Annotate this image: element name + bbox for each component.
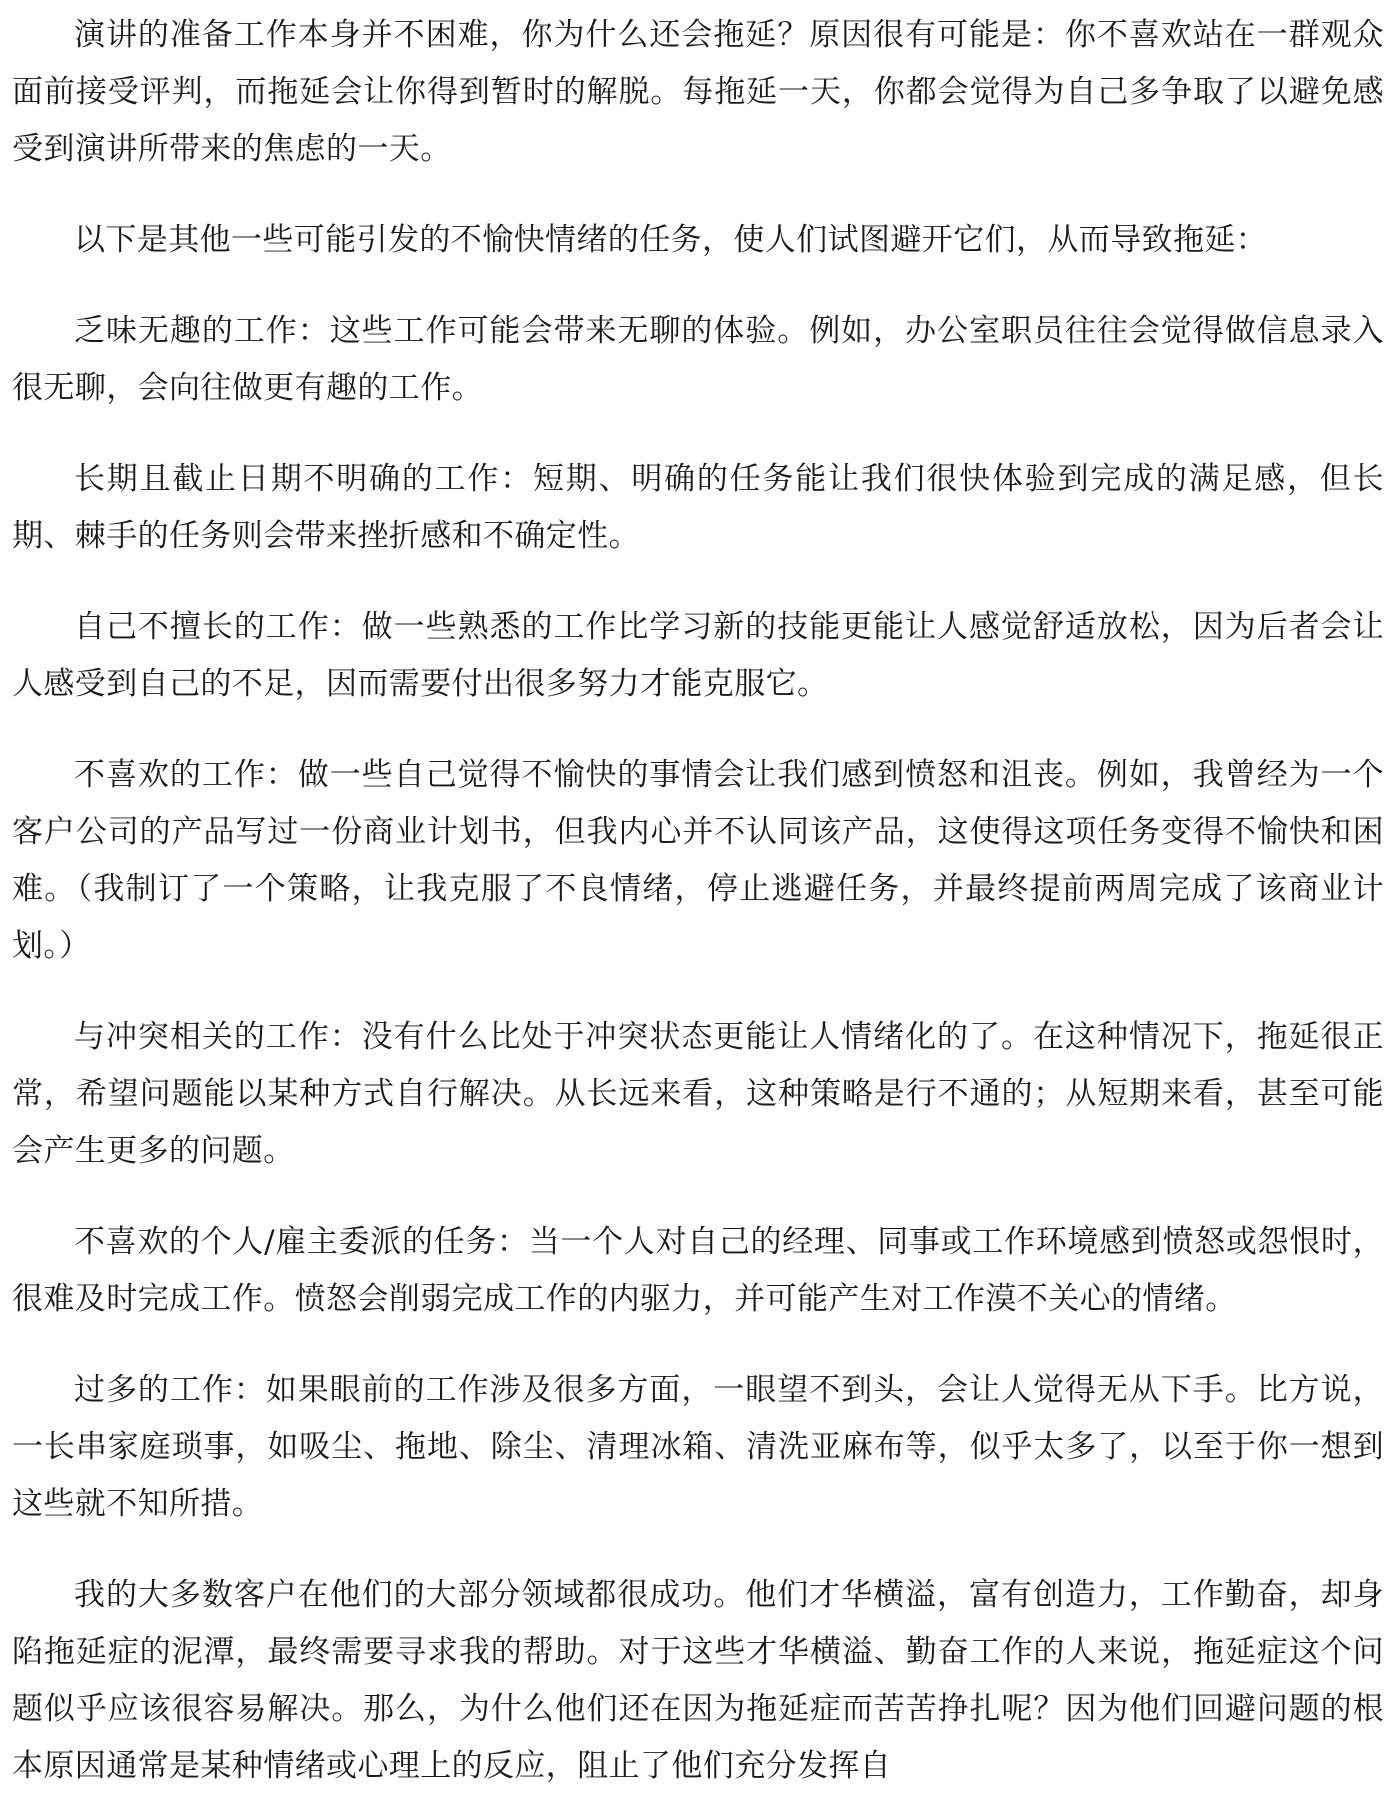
paragraph-unskilled-work: 自己不擅长的工作：做一些熟悉的工作比学习新的技能更能让人感觉舒适放松，因为后者会让人感受到自己的不足，因而需要付出很多努力才能克服它。 <box>12 609 1384 702</box>
paragraph-long-term-work: 长期且截止日期不明确的工作：短期、明确的任务能让我们很快体验到完成的满足感，但长期、棘手的任务则会带来挫折感和不确定性。 <box>12 461 1384 554</box>
paragraph-disliked-assigner: 不喜欢的个人/雇主委派的任务：当一个人对自己的经理、同事或工作环境感到愤怒或怨恨时，很难及时完成工作。愤怒会削弱完成工作的内驱力，并可能产生对工作漠不关心的情绪。 <box>12 1224 1384 1317</box>
document-page <box>12 0 1384 1800</box>
paragraph-gap <box>12 975 1384 1009</box>
paragraph-gap <box>12 417 1384 451</box>
paragraph-speech-procrastination: 演讲的准备工作本身并不困难，你为什么还会拖延？原因很有可能是：你不喜欢站在一群观众面前接受评判，而拖延会让你得到暂时的解脱。每拖延一天，你都会觉得为自己多争取了以避免感受到演讲所带来的焦虑的一天。 <box>12 17 1384 167</box>
paragraph-conflict-work: 与冲突相关的工作：没有什么比处于冲突状态更能让人情绪化的了。在这种情况下，拖延很正常，希望问题能以某种方式自行解决。从长远来看，这种策略是行不通的；从短期来看，甚至可能会产生更多的问题。 <box>12 1019 1384 1169</box>
paragraph-gap <box>12 269 1384 303</box>
paragraph-gap <box>12 565 1384 599</box>
paragraph-gap <box>12 178 1384 212</box>
paragraph-gap <box>12 1180 1384 1214</box>
paragraph-clients: 我的大多数客户在他们的大部分领域都很成功。他们才华横溢，富有创造力，工作勤奋，却身陷拖延症的泥潭，最终需要寻求我的帮助。对于这些才华横溢、勤奋工作的人来说，拖延症这个问题似乎应该很容易解决。那么，为什么他们还在因为拖延症而苦苦挣扎呢？因为他们回避问题的根本原因通常是某种情绪或心理上的反应，阻止了他们充分发挥自 <box>12 1577 1384 1784</box>
paragraph-gap <box>12 713 1384 747</box>
paragraph-gap <box>12 1533 1384 1567</box>
paragraph-disliked-work: 不喜欢的工作：做一些自己觉得不愉快的事情会让我们感到愤怒和沮丧。例如，我曾经为一个客户公司的产品写过一份商业计划书，但我内心并不认同该产品，这使得这项任务变得不愉快和困难。（我制订了一个策略，让我克服了不良情绪，停止逃避任务，并最终提前两周完成了该商业计划。） <box>12 757 1384 964</box>
paragraph-intro-list: 以下是其他一些可能引发的不愉快情绪的任务，使人们试图避开它们，从而导致拖延： <box>74 222 1268 258</box>
paragraph-boring-work: 乏味无趣的工作：这些工作可能会带来无聊的体验。例如，办公室职员往往会觉得做信息录入很无聊，会向往做更有趣的工作。 <box>12 313 1384 406</box>
paragraph-too-much-work: 过多的工作：如果眼前的工作涉及很多方面，一眼望不到头，会让人觉得无从下手。比方说，一长串家庭琐事，如吸尘、拖地、除尘、清理冰箱、清洗亚麻布等，似乎太多了，以至于你一想到这些就不知所措。 <box>12 1372 1384 1522</box>
paragraph-gap <box>12 1328 1384 1362</box>
